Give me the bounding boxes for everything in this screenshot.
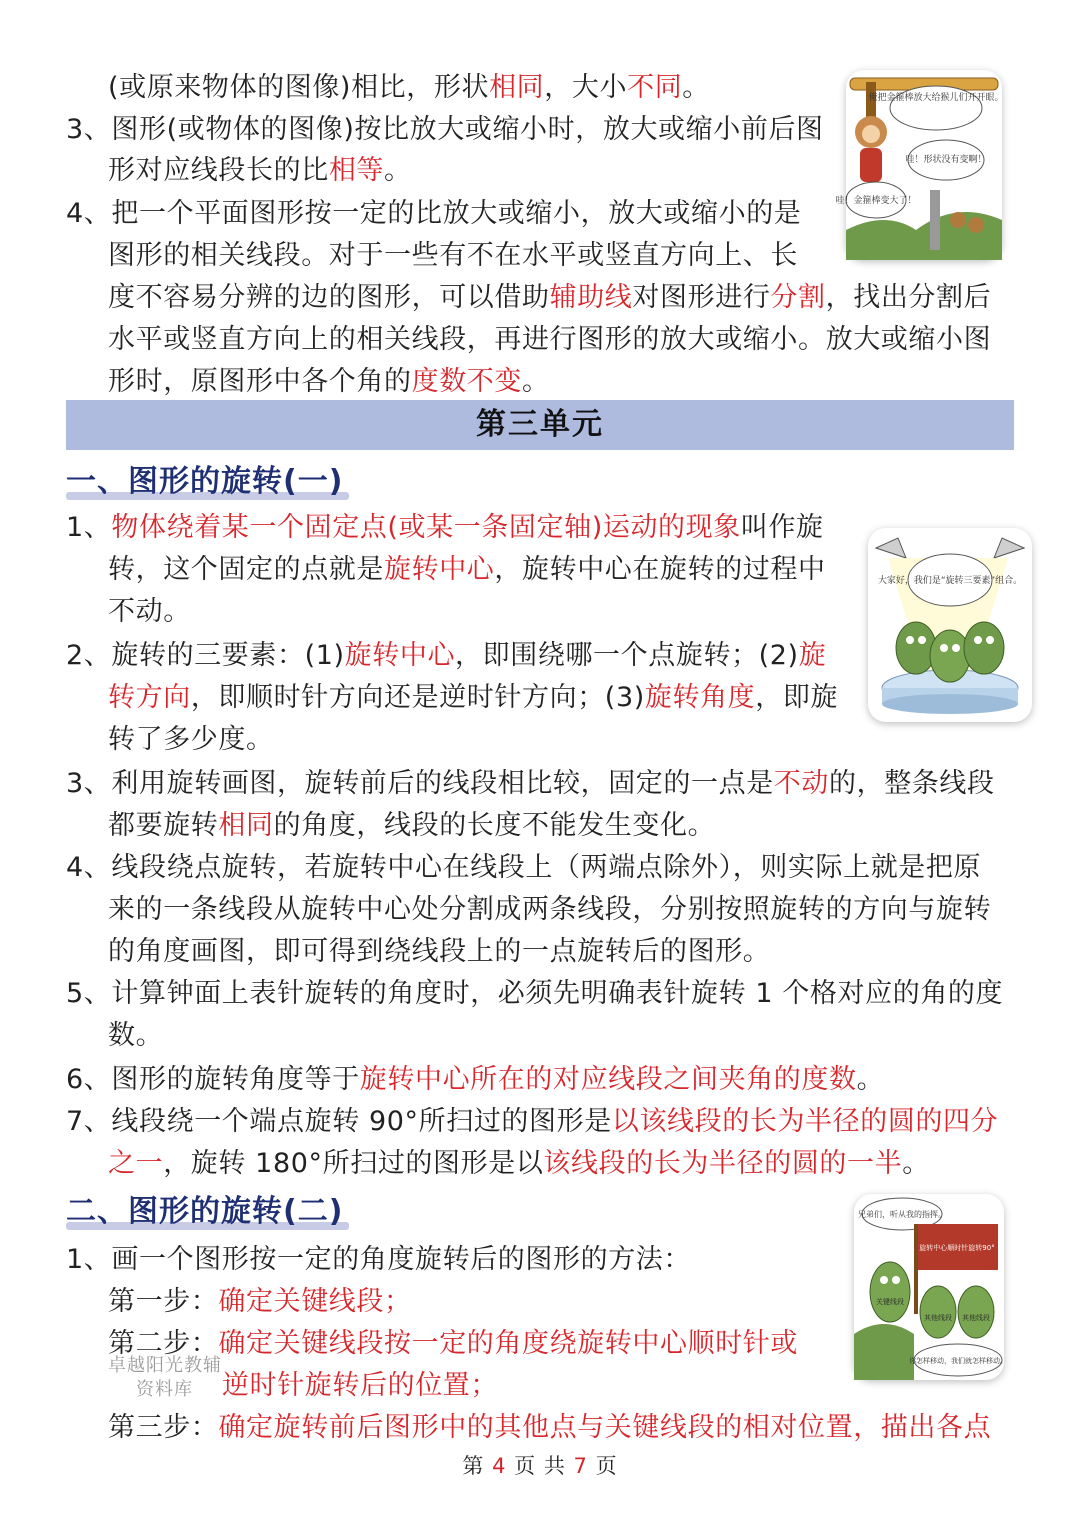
- section-2-heading: 二、图形的旋转(二): [66, 1190, 343, 1234]
- s1-item-5-line-1: 5、计算钟面上表针旋转的角度时，必须先明确表针旋转 1 个格对应的角的度: [66, 978, 1004, 1009]
- s1-item-3-line-2: 都要旋转相同的角度，线段的长度不能发生变化。: [108, 810, 716, 841]
- s1-item-5-line-2: 数。: [108, 1020, 164, 1051]
- total-pages: 7: [573, 1454, 588, 1478]
- s1-item-4-line-3: 的角度画图，即可得到绕线段上的一点旋转后的图形。: [108, 936, 771, 967]
- s1-item-4-line-2: 来的一条线段从旋转中心处分割成两条线段，分别按照旋转的方向与旋转: [108, 894, 992, 925]
- line-shape-compare: (或原来物体的图像)相比，形状相同，大小不同。: [108, 72, 710, 103]
- s2-step-3: 第三步：确定旋转前后图形中的其他点与关键线段的相对位置，描出各点: [108, 1412, 992, 1443]
- item-3-line-1: 3、图形(或物体的图像)按比放大或缩小时，放大或缩小前后图: [66, 114, 824, 145]
- watermark-line-2: 资料库: [136, 1379, 193, 1400]
- item-4-line-4: 水平或竖直方向上的相关线段，再进行图形的放大或缩小。放大或缩小图: [108, 324, 992, 355]
- speech-bubble-4: 大家好，我们是“旋转三要素”组合。: [877, 576, 1023, 586]
- s1-item-1-line-1: 1、物体绕着某一个固定点(或某一条固定轴)运动的现象叫作旋: [66, 512, 824, 543]
- s1-item-4-line-1: 4、线段绕点旋转，若旋转中心在线段上（两端点除外），则实际上就是把原: [66, 852, 982, 883]
- s2-step-2-line-2: 逆时针旋转后的位置；: [222, 1370, 498, 1401]
- rotation-elements-illustration: [868, 528, 1032, 722]
- current-page-number: 4: [492, 1454, 507, 1478]
- item-4-line-3: 度不容易分辨的边的图形，可以借助辅助线对图形进行分割，找出分割后: [108, 282, 992, 313]
- speech-bubble-3: 哇！金箍棒变大了！: [835, 196, 917, 206]
- item-4-line-1: 4、把一个平面图形按一定的比放大或缩小，放大或缩小的是: [66, 198, 802, 229]
- s1-item-2-line-3: 转了多少度。: [108, 724, 274, 755]
- s1-item-2-line-2: 转方向，即顺时针方向还是逆时针方向；(3)旋转角度，即旋: [108, 682, 839, 713]
- character-label-3: 其他线段: [962, 1314, 990, 1322]
- s1-item-1-line-3: 不动。: [108, 596, 191, 627]
- rotation-elements-drawing: [868, 528, 1032, 722]
- monkey-king-illustration: [835, 70, 1004, 260]
- s1-item-7-line-2: 之一，旋转 180°所扫过的图形是以该线段的长为半径的圆的一半。: [108, 1148, 930, 1179]
- s1-item-6: 6、图形的旋转角度等于旋转中心所在的对应线段之间夹角的度数。: [66, 1064, 885, 1095]
- item-4-line-2: 图形的相关线段。对于一些有不在水平或竖直方向上、长: [108, 240, 798, 271]
- item-3-line-2: 形对应线段长的比相等。: [108, 155, 412, 186]
- monkey-king-drawing: [835, 70, 1004, 260]
- watermark: [108, 1354, 222, 1402]
- speech-bubble-1: 俺把金箍棒放大给猴儿们开开眼。: [868, 93, 1004, 103]
- s2-step-2-line-1: 第二步：确定关键线段按一定的角度绕旋转中心顺时针或: [108, 1328, 799, 1359]
- key-segment-illustration: [854, 1194, 1007, 1380]
- flag-text: 旋转中心顺时针旋转90°: [919, 1244, 995, 1252]
- unit-title: 第三单元: [66, 400, 1014, 450]
- watermark-line-1: 卓越阳光教辅: [108, 1355, 222, 1376]
- s1-item-1-line-2: 转，这个固定的点就是旋转中心，旋转中心在旋转的过程中: [108, 554, 826, 585]
- key-segment-drawing: [854, 1194, 1007, 1380]
- s1-item-2-line-1: 2、旋转的三要素：(1)旋转中心，即围绕哪一个点旋转；(2)旋: [66, 640, 827, 671]
- s1-item-7-line-1: 7、线段绕一个端点旋转 90°所扫过的图形是以该线段的长为半径的圆的四分: [66, 1106, 999, 1137]
- s2-step-1: 第一步：确定关键线段；: [108, 1286, 412, 1317]
- character-label-1: 关键线段: [876, 1298, 904, 1306]
- speech-bubble-5: 兄弟们，听从我的指挥。: [858, 1210, 946, 1219]
- s1-item-3-line-1: 3、利用旋转画图，旋转前后的线段相比较，固定的一点是不动的，整条线段: [66, 768, 995, 799]
- character-label-2: 其他线段: [924, 1314, 952, 1322]
- speech-bubble-2: 哇！形状没有变啊！: [905, 155, 987, 165]
- section-1-heading: 一、图形的旋转(一): [66, 460, 343, 504]
- item-4-line-5: 形时，原图形中各个角的度数不变。: [108, 366, 550, 397]
- s2-item-1: 1、画一个图形按一定的角度旋转后的图形的方法：: [66, 1244, 691, 1275]
- speech-bubble-6: 你怎样移动，我们就怎样移动。: [909, 1357, 1007, 1365]
- page-footer: 第 4 页 共 7 页: [462, 1454, 618, 1478]
